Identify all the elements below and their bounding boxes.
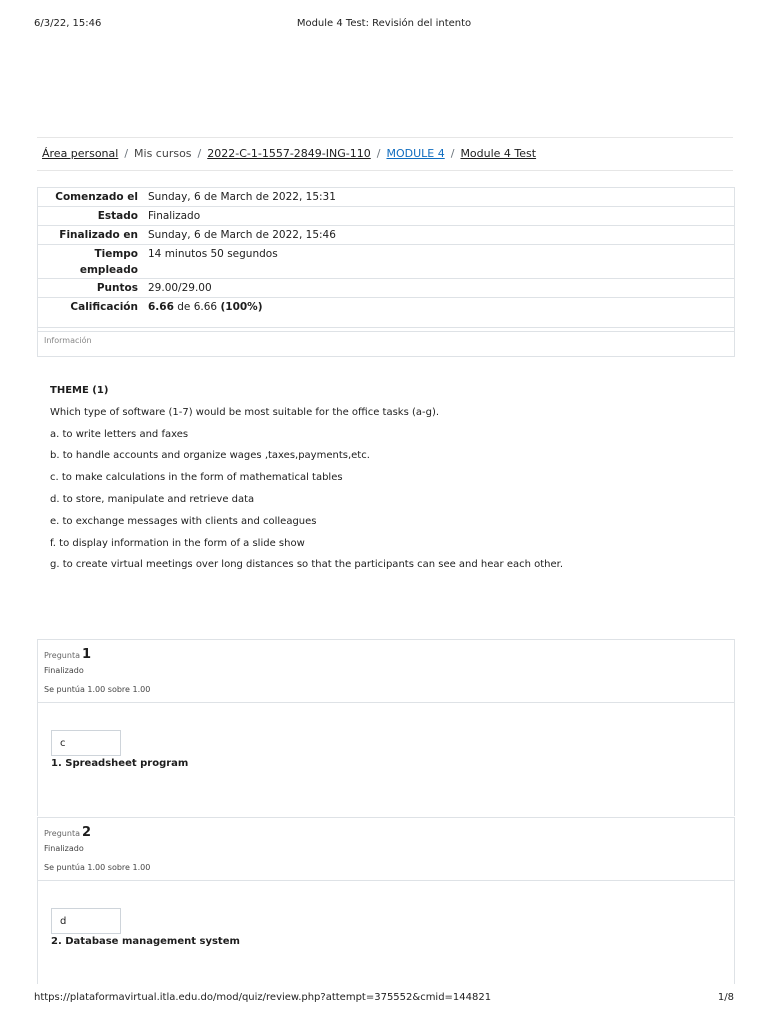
grade-de: de <box>177 301 191 313</box>
points-label: Puntos <box>96 282 138 294</box>
finished-value: Sunday, 6 de March de 2022, 15:46 <box>148 229 336 241</box>
question-1-grade: Se puntúa 1.00 sobre 1.00 <box>44 685 151 694</box>
started-label: Comenzado el <box>55 191 138 203</box>
state-label: Estado <box>97 210 138 222</box>
question-label: Pregunta <box>44 829 80 838</box>
summary-row-started <box>38 188 734 207</box>
print-url: https://plataformavirtual.itla.edu.do/mod/quiz/review.php?attempt=375552&cmid=144821 <box>34 992 492 1003</box>
breadcrumb <box>37 137 733 171</box>
question-2-info <box>37 817 735 881</box>
breadcrumb-quiz[interactable]: Module 4 Test <box>460 147 537 160</box>
question-1-content <box>37 702 735 816</box>
task-e: e. to exchange messages with clients and colleagues <box>50 515 317 527</box>
grade-label: Calificación <box>70 301 138 313</box>
task-g: g. to create virtual meetings over long distances so that the participants can see and hear each other. <box>50 559 564 571</box>
info-label: Información <box>44 336 92 345</box>
breadcrumb-mis-cursos: Mis cursos <box>134 147 192 160</box>
question-1-text: 1. Spreadsheet program <box>51 758 189 769</box>
info-content <box>50 380 730 576</box>
print-title: Module 4 Test: Revisión del intento <box>296 18 472 29</box>
question-2-grade: Se puntúa 1.00 sobre 1.00 <box>44 863 151 872</box>
theme-title: THEME (1) <box>50 385 109 396</box>
print-date: 6/3/22, 15:46 <box>34 18 102 29</box>
time-label <box>38 246 138 278</box>
breadcrumb-separator: / <box>197 147 202 160</box>
question-2-content <box>37 880 735 984</box>
summary-row-finished <box>38 226 734 245</box>
question-2-text: 2. Database management system <box>51 936 240 947</box>
state-value: Finalizado <box>148 210 201 222</box>
summary-row-points <box>38 279 734 298</box>
question-1-number <box>44 647 91 662</box>
question-label: Pregunta <box>44 651 80 660</box>
question-2-number <box>44 825 91 840</box>
breadcrumb-module[interactable]: MODULE 4 <box>386 147 445 160</box>
question-1-state: Finalizado <box>44 666 84 675</box>
grade-value <box>148 301 263 313</box>
breadcrumb-separator: / <box>450 147 455 160</box>
breadcrumb-course[interactable]: 2022-C-1-1557-2849-ING-110 <box>207 147 371 160</box>
breadcrumb-separator: / <box>124 147 129 160</box>
breadcrumb-area-personal[interactable]: Área personal <box>42 147 119 160</box>
question-2-state: Finalizado <box>44 844 84 853</box>
grade-percent: (100%) <box>220 301 263 313</box>
task-b: b. to handle accounts and organize wages ,taxes,payments,etc. <box>50 450 370 462</box>
question-2-answer-input[interactable]: d <box>51 908 121 934</box>
time-label-line-1: Tiempo <box>94 248 138 260</box>
task-c: c. to make calculations in the form of mathematical tables <box>50 472 343 484</box>
question-1-answer-input[interactable]: c <box>51 730 121 756</box>
attempt-summary-table <box>37 187 735 328</box>
breadcrumb-separator: / <box>376 147 381 160</box>
time-label-line-2: empleado <box>79 264 138 276</box>
summary-row-state <box>38 207 734 226</box>
task-prompt: Which type of software (1-7) would be most suitable for the office tasks (a-g). <box>50 406 440 418</box>
question-number: 1 <box>81 647 92 662</box>
started-value: Sunday, 6 de March de 2022, 15:31 <box>148 191 336 203</box>
info-header <box>37 327 735 357</box>
summary-row-time <box>38 245 734 279</box>
grade-score: 6.66 <box>148 301 174 313</box>
question-1-info <box>37 639 735 703</box>
task-f: f. to display information in the form of a slide show <box>50 537 305 549</box>
grade-total: 6.66 <box>193 301 218 313</box>
question-number: 2 <box>81 825 92 840</box>
task-a: a. to write letters and faxes <box>50 428 189 440</box>
finished-label: Finalizado en <box>59 229 138 241</box>
print-page-number: 1/8 <box>717 992 734 1003</box>
time-value: 14 minutos 50 segundos <box>148 248 278 260</box>
task-d: d. to store, manipulate and retrieve data <box>50 493 255 505</box>
points-value: 29.00/29.00 <box>148 282 212 294</box>
